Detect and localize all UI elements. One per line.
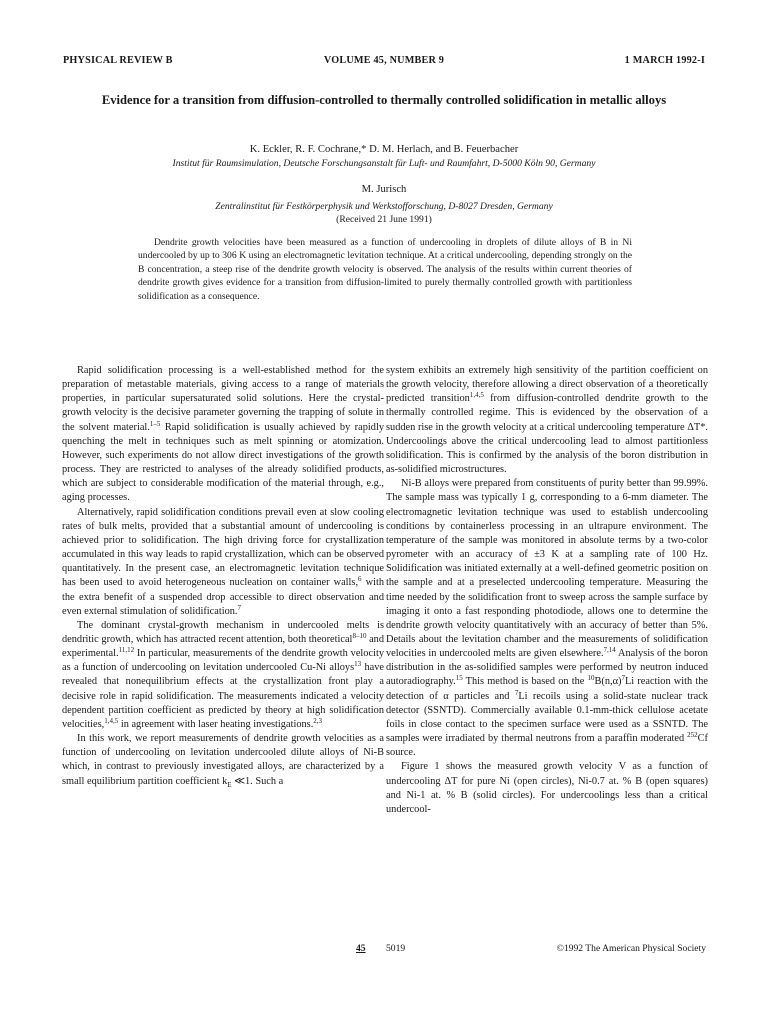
left-column xyxy=(62,364,384,792)
journal-name: PHYSICAL REVIEW B xyxy=(63,55,173,66)
volume-number: VOLUME 45, NUMBER 9 xyxy=(323,55,445,66)
author-list: K. Eckler, R. F. Cochrane,* D. M. Herlach, and B. Feuerbacher xyxy=(249,144,519,155)
copyright: ©1992 The American Physical Society xyxy=(556,943,706,954)
abstract: Dendrite growth velocities have been measured as a function of undercooling in droplets of dilute alloys of B in Ni undercooled by up to 306 K using an electromagnetic levitation technique. At a critical undercooling, depending strongly on the B concentration, a steep rise of the dendrite growth velocity is observed. The analysis of the results within current theories of dendrite growth gives evidence for a transition from diffusion-limited to purely thermally controlled growth with partitionless solidification as a consequence. xyxy=(138,237,632,302)
paper-title: Evidence for a transition from diffusion-controlled to thermally controlled solidification in metallic alloys xyxy=(101,93,667,107)
paragraph: system exhibits an extremely high sensitivity of the partition coefficient on the growth velocity, therefore allowing a direct observation of a theoretically predicted transition$^{1,4,5}$ from diffusion-controlled dendrite growth to the thermally controlled regime. This is evidenced by the observation of a sudden rise in the growth velocity at a critical undercooling temperature ΔT*. Undercoolings above the critical undercooling lead to almost partitionless solidification. This is confirmed by the analysis of the boron distribution in as-solidified microstructures. xyxy=(386,365,708,476)
affiliation-2: Zentralinstitut für Festkörperphysik und Werkstofforschung, D-8027 Dresden, Germany xyxy=(215,201,553,212)
issue-date: 1 MARCH 1992-I xyxy=(624,55,705,66)
page-header xyxy=(63,55,705,71)
affiliation-1: Institut für Raumsimulation, Deutsche Forschungsanstalt für Luft- und Raumfahrt, D-5000 Köln 90, Germany xyxy=(172,158,596,169)
paragraph: Figure 1 shows the measured growth velocity V as a function of undercooling ΔT for pure Ni (open circles), Ni-0.7 at. % B (open squares) and Ni-1 at. % B (solid circles). For undercoolings less than a critical undercool- xyxy=(386,761,708,815)
paragraph: Ni-B alloys were prepared from constituents of purity better than 99.99%. The sample mass was typically 1 g, corresponding to a 6-mm diameter. The electromagnetic levitation technique was used to establish undercooling conditions by containerless processing in an ultrapure environment. The temperature of the sample was monitored in absolute terms by a two-color pyrometer with an accuracy of ±3 K at a sampling rate of 100 Hz. Solidification was initiated externally at a well-defined geometric position on the sample and at a preselected undercooling temperature. Measuring the time needed by the solidification front to sweep across the sample surface by imaging it onto a fast responding photodiode, allows one to determine the dendrite growth velocity quantitatively with an accuracy of better than 5%. Details about the levitation chamber and the measurements of solidification velocities in undercooled melts are given elsewhere.$^{7,14}$ Analysis of the boron distribution in the as-solidified samples were performed by neutron induced autoradiography.$^{15}$ This method is based on the $^{10}B(n,\alpha)^7Li$ reaction with the detection of α particles and $^7$Li recoils using a solid-state nuclear track detector (SSNTD). Commercially available 0.1-mm-thick cellulose acetate foils in close contact to the specimen surface were used as a SSNTD. The samples were irradiated by thermal neutrons from a paraffin moderated $^{252}$Cf source. xyxy=(386,478,708,759)
received-date: (Received 21 June 1991) xyxy=(336,214,432,225)
right-column xyxy=(386,364,708,817)
author-list-2: M. Jurisch xyxy=(361,184,407,195)
paragraph: In this work, we report measurements of dendrite growth velocities as a function of undercooling on levitation undercooled dilute alloys of Ni-B which, in contrast to previously investigated alloys, are characterized by a small equilibrium partition coefficient $k_E$ ≪1. Such a xyxy=(62,733,384,789)
page-number: 5019 xyxy=(386,943,406,954)
paragraph: Alternatively, rapid solidification conditions prevail even at slow cooling rates of bulk melts, provided that a substantial amount of undercooling is achieved prior to solidification. The high driving force for crystallization accumulated in this way leads to rapid crystallization, which can be observed quantitatively. In the present case, an electromagnetic levitation technique has been used to avoid heterogeneous nucleation on container walls,$^6$ with the extra benefit of a suspended drop accessible to direct observation and even external stimulation of solidification.$^7$ xyxy=(62,506,384,617)
page-footer xyxy=(62,943,706,957)
paragraph: Rapid solidification processing is a well-established method for the preparation of metastable materials, giving access to a range of materials properties, in particular supersaturated solid solutions. Here the crystal-growth velocity is the decisive parameter governing the trapping of solute in the solvent material.$^{1-5}$ Rapid solidification is usually achieved by rapidly quenching the melt in techniques such as melt spinning or atomization. However, such experiments do not allow direct investigations of the growth process. They are restricted to analyses of the already solidified products, which are subject to considerable modification of the material through, e.g., aging processes. xyxy=(62,365,384,504)
paragraph: The dominant crystal-growth mechanism in undercooled melts is dendritic growth, which has attracted recent attention, both theoretical$^{8-10}$ and experimental.$^{11,12}$ In particular, measurements of the dendrite growth velocity as a function of undercooling on levitation undercooled Cu-Ni alloys$^{13}$ have revealed that nonequilibrium effects at the crystallization front play a decisive role in rapid solidification. The measurements indicated a velocity dependent partition coefficient as predicted by theory at high solidification velocities,$^{1,4,5}$ in agreement with laser heating investigations.$^{2,3}$ xyxy=(62,619,384,730)
volume-footer: 45 xyxy=(356,943,366,954)
